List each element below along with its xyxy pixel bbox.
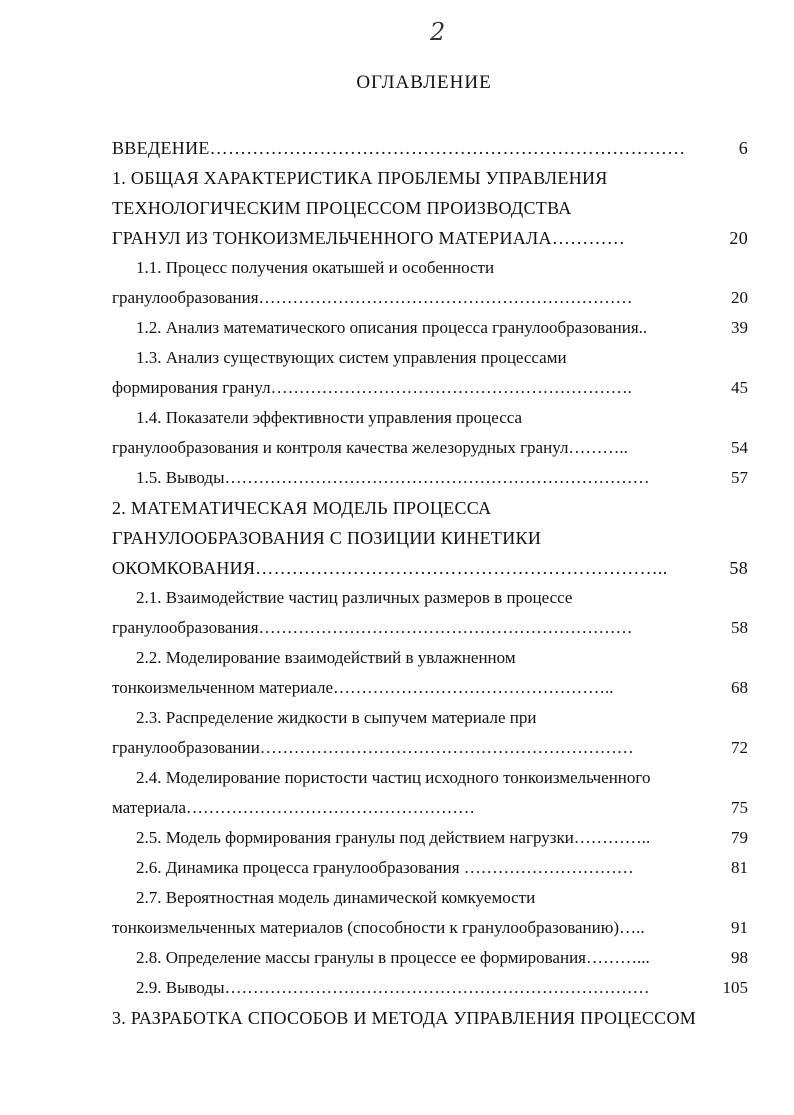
toc-entry-chapter-2-line-2: ГРАНУЛООБРАЗОВАНИЯ С ПОЗИЦИИ КИНЕТИКИ xyxy=(112,528,542,548)
toc-entry-2-9: 2.9. Выводы………………………………………………………………… 105 xyxy=(136,978,748,997)
toc-entry-1-4-line-1: 1.4. Показатели эффективности управления процесса xyxy=(136,408,523,427)
toc-entry-2-1-line-1: 2.1. Взаимодействие частиц различных размеров в процессе xyxy=(136,588,573,607)
toc-entry-1-3-line-2: формирования гранул………………………………………………………. 45 xyxy=(112,378,748,397)
toc-entry-2-2-line-2: тонкоизмельченном материале………………………………………….. 68 xyxy=(112,678,748,697)
toc-entry-2-6: 2.6. Динамика процесса гранулообразования ………………………… 81 xyxy=(136,858,748,877)
toc-entry-chapter-2-line-1: 2. МАТЕМАТИЧЕСКАЯ МОДЕЛЬ ПРОЦЕССА xyxy=(112,498,492,518)
toc-entry-2-1-line-2: гранулообразования………………………………………………………… 58 xyxy=(112,618,748,637)
toc-entry-chapter-1-line-1: 1. ОБЩАЯ ХАРАКТЕРИСТИКА ПРОБЛЕМЫ УПРАВЛЕНИЯ xyxy=(112,168,608,188)
toc-entry-chapter-1-line-3: ГРАНУЛ ИЗ ТОНКОИЗМЕЛЬЧЕННОГО МАТЕРИАЛА………… 20 xyxy=(112,228,748,248)
toc-entry-2-2-line-1: 2.2. Моделирование взаимодействий в увлажненном xyxy=(136,648,516,667)
toc-entry-2-7-line-2: тонкоизмельченных материалов (способности к гранулообразованию)….. 91 xyxy=(112,918,748,937)
toc-entry-1-2: 1.2. Анализ математического описания процесса гранулообразования.. 39 xyxy=(136,318,748,337)
toc-entry-2-4-line-2: материала…………………………………………… 75 xyxy=(112,798,748,817)
toc-entry-1-1-line-1: 1.1. Процесс получения окатышей и особенности xyxy=(136,258,495,277)
toc-entry-2-8: 2.8. Определение массы гранулы в процессе ее формирования………... 98 xyxy=(136,948,748,967)
toc-entry-2-3-line-2: гранулообразовании………………………………………………………… 72 xyxy=(112,738,748,757)
toc-entry-chapter-3-line-1: 3. РАЗРАБОТКА СПОСОБОВ И МЕТОДА УПРАВЛЕНИЯ ПРОЦЕССОМ xyxy=(112,1008,697,1028)
toc-entry-2-5: 2.5. Модель формирования гранулы под действием нагрузки………….. 79 xyxy=(136,828,748,847)
toc-entry-2-3-line-1: 2.3. Распределение жидкости в сыпучем материале при xyxy=(136,708,537,727)
toc-entry-introduction: ВВЕДЕНИЕ…………………………………………………………………… 6 xyxy=(112,138,748,158)
toc-entry-1-4-line-2: гранулообразования и контроля качества железорудных гранул……….. 54 xyxy=(112,438,748,457)
toc-entry-2-4-line-1: 2.4. Моделирование пористости частиц исходного тонкоизмельченного xyxy=(136,768,651,787)
toc-entry-chapter-1-line-2: ТЕХНОЛОГИЧЕСКИМ ПРОЦЕССОМ ПРОИЗВОДСТВА xyxy=(112,198,572,218)
toc-title: ОГЛАВЛЕНИЕ xyxy=(356,72,492,93)
toc-entry-1-1-line-2: гранулообразования………………………………………………………… 20 xyxy=(112,288,748,307)
toc-entry-1-5: 1.5. Выводы………………………………………………………………… 57 xyxy=(136,468,748,487)
toc-entry-2-7-line-1: 2.7. Вероятностная модель динамической комкуемости xyxy=(136,888,536,907)
toc-entry-chapter-2-line-3: ОКОМКОВАНИЯ………………………………………………………….. 58 xyxy=(112,558,748,578)
handwritten-page-number: 2 xyxy=(430,18,446,46)
toc-entry-1-3-line-1: 1.3. Анализ существующих систем управления процессами xyxy=(136,348,567,367)
